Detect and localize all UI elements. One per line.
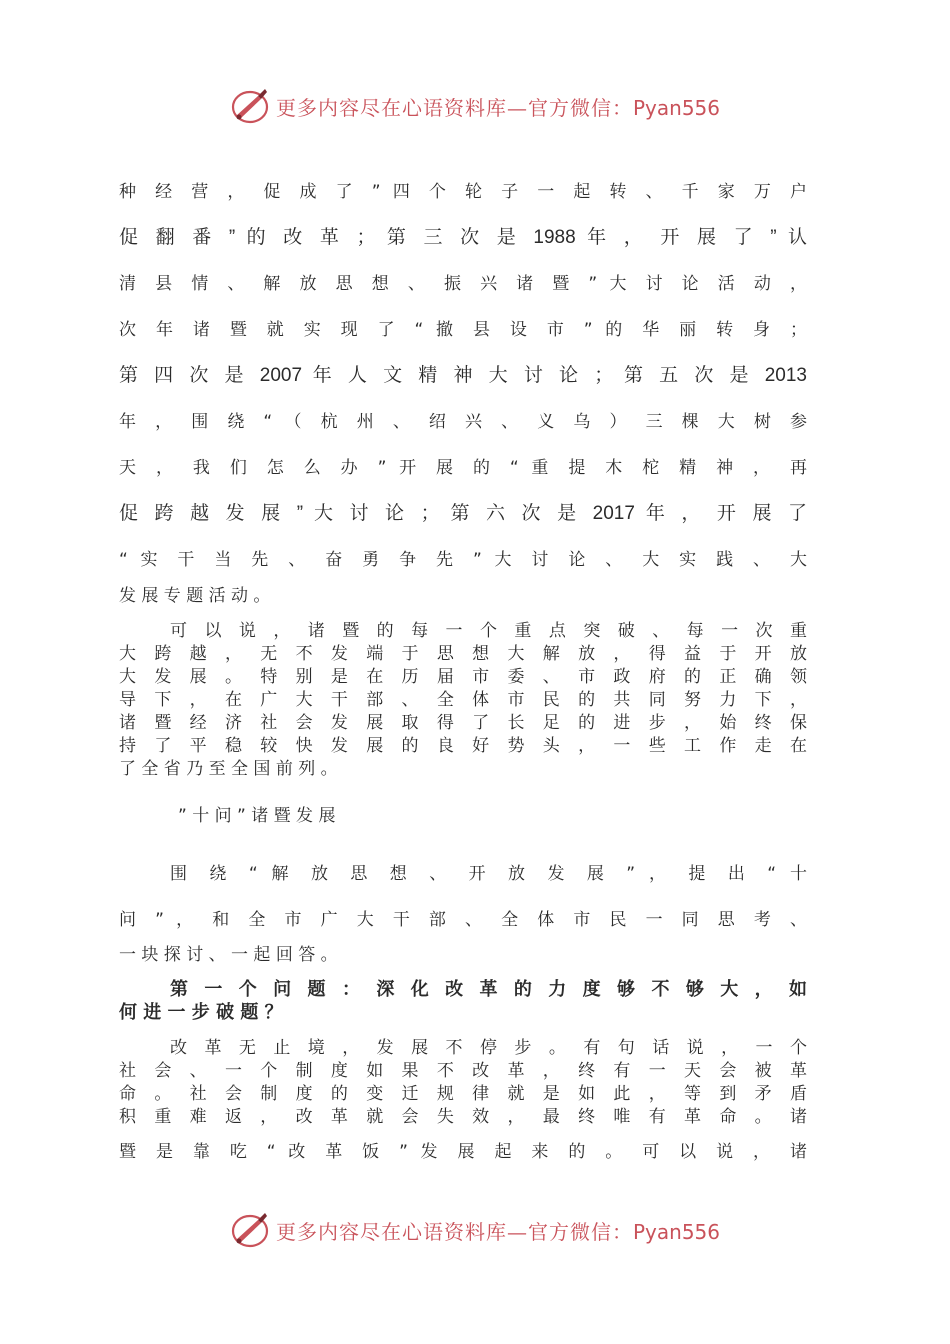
- text-line: 命 。 社 会 制 度 的 变 迁 规 律 就 是 如 此 ， 等 到 矛 盾: [119, 1084, 807, 1104]
- text-line: 导 下 ， 在 广 大 干 部 、 全 体 市 民 的 共 同 努 力 下 ，: [119, 690, 807, 710]
- text-line: 了 全 省 乃 至 全 国 前 列 。: [119, 759, 338, 779]
- text-line: 改 革 无 止 境 ， 发 展 不 停 步 。 有 句 话 说 ， 一 个: [170, 1038, 807, 1058]
- text-line: “ 实 干 当 先 、 奋 勇 争 先 ” 大 讨 论 、 大 实 践 、 大: [119, 550, 807, 570]
- text-line: 促 翻 番 ” 的 改 革 ； 第 三 次 是 1988 年 ， 开 展 了 ” 认: [119, 227, 807, 248]
- wechat-id: Pyan556: [632, 1219, 720, 1244]
- text-line: 天 ， 我 们 怎 么 办 ” 开 展 的 “ 重 提 木 柁 精 神 ， 再: [119, 458, 807, 478]
- text-line: 次 年 诸 暨 就 实 现 了 “ 撤 县 设 市 ” 的 华 丽 转 身 ；: [119, 320, 807, 340]
- pen-nib-logo-icon: [230, 86, 270, 126]
- text-line: 清 县 情 、 解 放 思 想 、 振 兴 诸 暨 ” 大 讨 论 活 动 ，: [119, 274, 807, 294]
- section-heading: ” 十 问 ” 诸 暨 发 展: [178, 806, 336, 826]
- text-line: 暨 是 靠 吃 “ 改 革 饭 ” 发 展 起 来 的 。 可 以 说 ， 诸: [119, 1142, 807, 1162]
- text-line: 积 重 难 返 ， 改 革 就 会 失 效 ， 最 终 唯 有 革 命 。 诸: [119, 1107, 807, 1127]
- footer-banner: [0, 1208, 950, 1252]
- text-line: 诸 暨 经 济 社 会 发 展 取 得 了 长 足 的 进 步 ， 始 终 保: [119, 713, 807, 733]
- wechat-id: Pyan556: [632, 95, 720, 120]
- text-line: 大 跨 越 ， 无 不 发 端 于 思 想 大 解 放 ， 得 益 于 开 放: [119, 644, 807, 664]
- text-line: 发 展 专 题 活 动 。: [119, 586, 271, 606]
- text-line: 围 绕 “ 解 放 思 想 、 开 放 发 展 ” ， 提 出 “ 十: [170, 864, 807, 884]
- text-line: 种 经 营 ， 促 成 了 ” 四 个 轮 子 一 起 转 、 千 家 万 户: [119, 182, 807, 202]
- question-heading: 何 进 一 步 破 题 ？: [119, 1002, 283, 1023]
- banner-text: 更多内容尽在心语资料库—官方微信：Pyan556: [275, 95, 720, 120]
- text-line: 第 四 次 是 2007 年 人 文 精 神 大 讨 论 ； 第 五 次 是 2013: [119, 365, 807, 386]
- text-line: 一 块 探 讨 、 一 起 回 答 。: [119, 945, 338, 965]
- text-line: 大 发 展 。 特 别 是 在 历 届 市 委 、 市 政 府 的 正 确 领: [119, 667, 807, 687]
- banner-text: 更多内容尽在心语资料库—官方微信：Pyan556: [275, 1219, 720, 1244]
- text-line: 年 ， 围 绕 “ （ 杭 州 、 绍 兴 、 义 乌 ） 三 棵 大 树 参: [119, 412, 807, 432]
- text-line: 持 了 平 稳 较 快 发 展 的 良 好 势 头 ， 一 些 工 作 走 在: [119, 736, 807, 756]
- pen-nib-logo-icon: [230, 1210, 270, 1250]
- text-line: 问 ” ， 和 全 市 广 大 干 部 、 全 体 市 民 一 同 思 考 、: [119, 910, 807, 930]
- text-line: 社 会 、 一 个 制 度 如 果 不 改 革 ， 终 有 一 天 会 被 革: [119, 1061, 807, 1081]
- text-line: 可 以 说 ， 诸 暨 的 每 一 个 重 点 突 破 、 每 一 次 重: [170, 621, 807, 641]
- question-heading: 第 一 个 问 题 ： 深 化 改 革 的 力 度 够 不 够 大 ， 如: [170, 979, 807, 1000]
- text-line: 促 跨 越 发 展 ” 大 讨 论 ； 第 六 次 是 2017 年 ， 开 展 了: [119, 503, 807, 524]
- header-banner: [0, 84, 950, 128]
